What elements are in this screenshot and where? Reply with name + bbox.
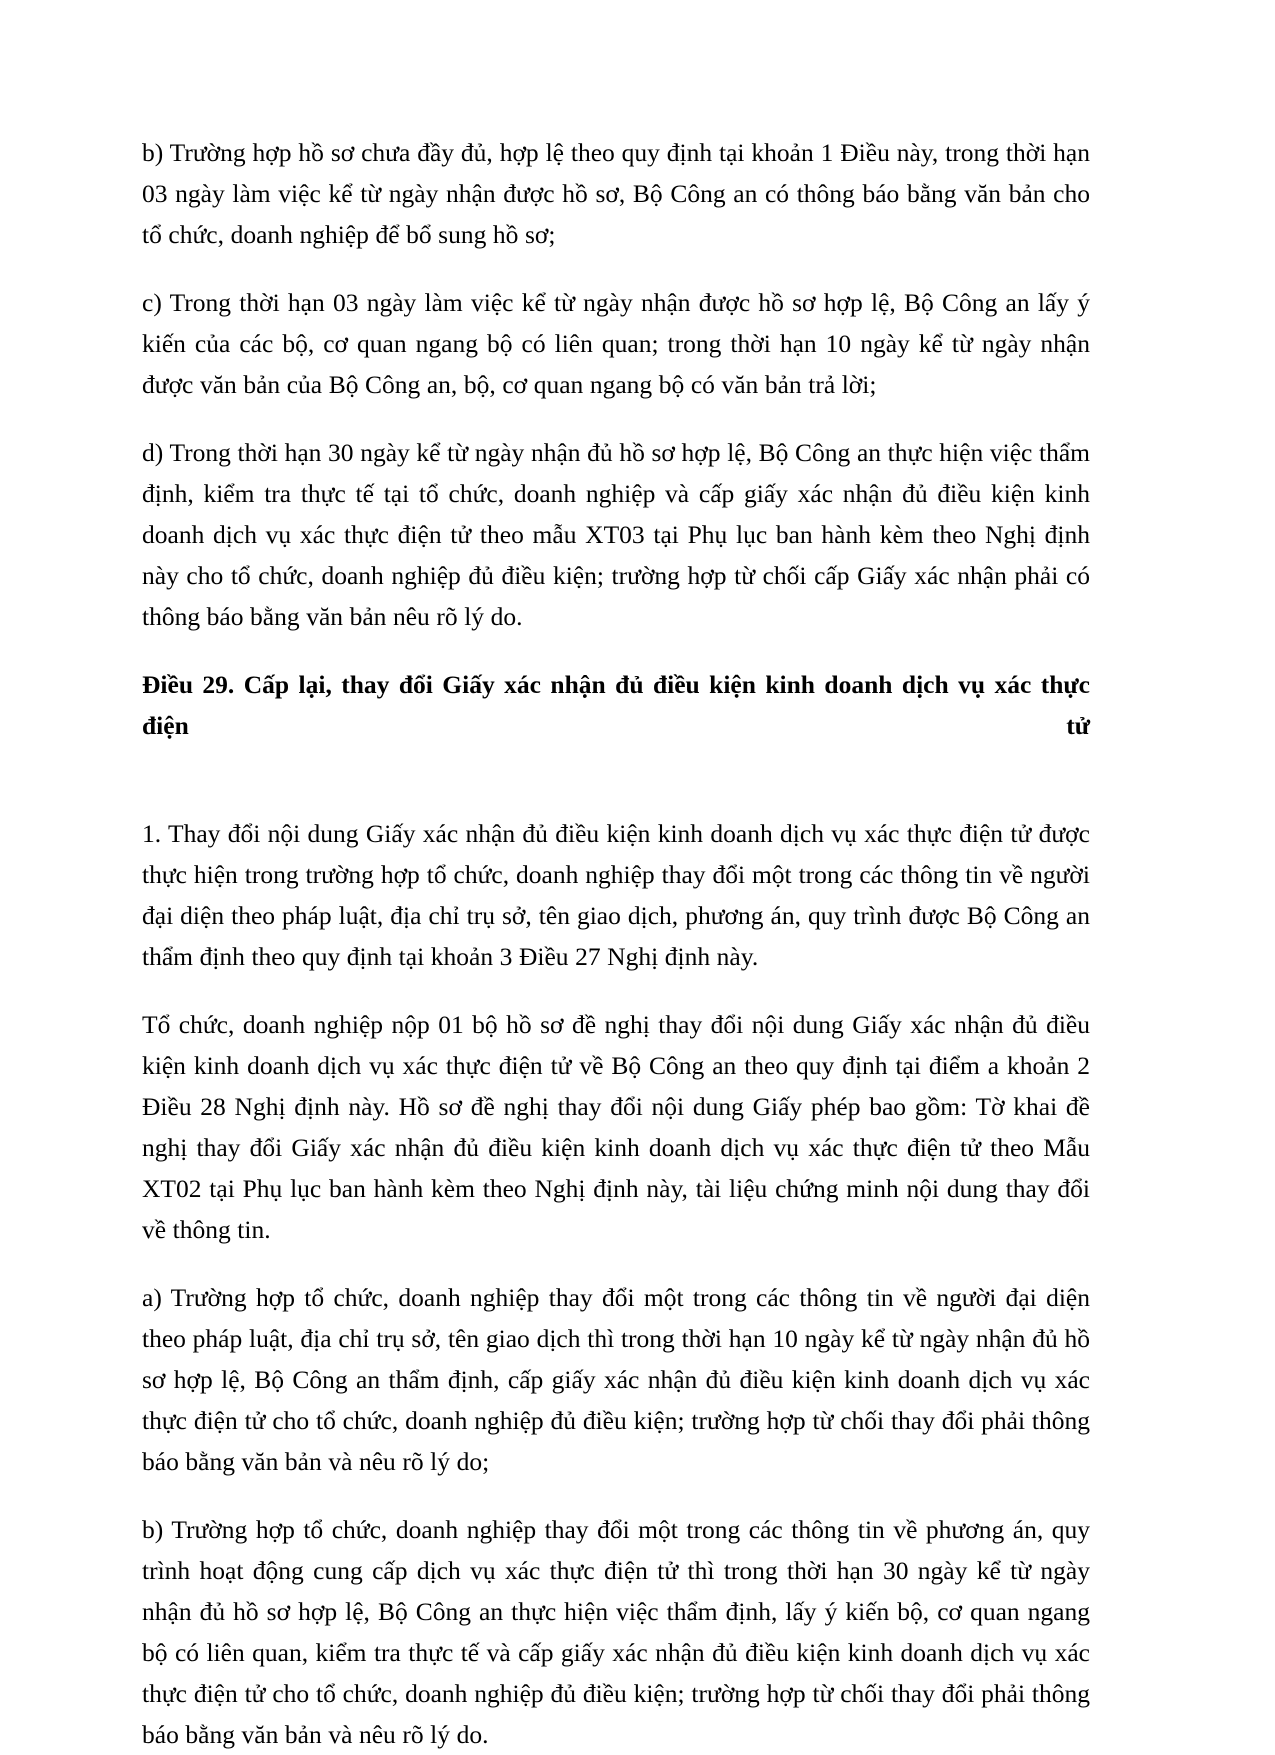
paragraph-b-khoan-1: b) Trường hợp hồ sơ chưa đầy đủ, hợp lệ theo quy định tại khoản 1 Điều này, trong thời hạn 03 ngày làm việc kể từ ngày nhận được hồ sơ, Bộ Công an có thông báo bằng văn bản cho tổ chức, doanh nghiệp để bổ sung hồ sơ; [142,138,1090,249]
paragraph-b-khoan-2: b) Trường hợp tổ chức, doanh nghiệp thay đổi một trong các thông tin về phương án, quy trình hoạt động cung cấp dịch vụ xác thực điện tử thì trong thời hạn 30 ngày kể từ ngày nhận đủ hồ sơ hợp lệ, Bộ Công an thực hiện việc thẩm định, lấy ý kiến bộ, cơ quan ngang bộ có liên quan, kiểm tra thực tế và cấp giấy xác nhận đủ điều kiện kinh doanh dịch vụ xác thực điện tử cho tổ chức, doanh nghiệp đủ điều kiện; trường hợp từ chối thay đổi phải thông báo bằng văn bản và nêu rõ lý do. [142,1515,1090,1749]
document-text-body [142,132,1090,1755]
paragraph-d-khoan-1: d) Trong thời hạn 30 ngày kể từ ngày nhận đủ hồ sơ hợp lệ, Bộ Công an thực hiện việc thẩm định, kiểm tra thực tế tại tổ chức, doanh nghiệp và cấp giấy xác nhận đủ điều kiện kinh doanh dịch vụ xác thực điện tử theo mẫu XT03 tại Phụ lục ban hành kèm theo Nghị định này cho tổ chức, doanh nghiệp đủ điều kiện; trường hợp từ chối cấp Giấy xác nhận phải có thông báo bằng văn bản nêu rõ lý do. [142,438,1090,631]
paragraph-ho-so-de-nghi: Tổ chức, doanh nghiệp nộp 01 bộ hồ sơ đề nghị thay đổi nội dung Giấy xác nhận đủ điều kiện kinh doanh dịch vụ xác thực điện tử về Bộ Công an theo quy định tại điểm a khoản 2 Điều 28 Nghị định này. Hồ sơ đề nghị thay đổi nội dung Giấy phép bao gồm: Tờ khai đề nghị thay đổi Giấy xác nhận đủ điều kiện kinh doanh dịch vụ xác thực điện tử theo Mẫu XT02 tại Phụ lục ban hành kèm theo Nghị định này, tài liệu chứng minh nội dung thay đổi về thông tin. [142,1010,1090,1244]
paragraph-a-khoan-2: a) Trường hợp tổ chức, doanh nghiệp thay đổi một trong các thông tin về người đại diện theo pháp luật, địa chỉ trụ sở, tên giao dịch thì trong thời hạn 10 ngày kể từ ngày nhận đủ hồ sơ hợp lệ, Bộ Công an thẩm định, cấp giấy xác nhận đủ điều kiện kinh doanh dịch vụ xác thực điện tử cho tổ chức, doanh nghiệp đủ điều kiện; trường hợp từ chối thay đổi phải thông báo bằng văn bản và nêu rõ lý do; [142,1283,1090,1476]
paragraph-khoan-1: 1. Thay đổi nội dung Giấy xác nhận đủ điều kiện kinh doanh dịch vụ xác thực điện tử được thực hiện trong trường hợp tổ chức, doanh nghiệp thay đổi một trong các thông tin về người đại diện theo pháp luật, địa chỉ trụ sở, tên giao dịch, phương án, quy trình được Bộ Công an thẩm định theo quy định tại khoản 3 Điều 27 Nghị định này. [142,819,1090,971]
paragraph-c-khoan-1: c) Trong thời hạn 03 ngày làm việc kể từ ngày nhận được hồ sơ hợp lệ, Bộ Công an lấy ý kiến của các bộ, cơ quan ngang bộ có liên quan; trong thời hạn 10 ngày kể từ ngày nhận được văn bản của Bộ Công an, bộ, cơ quan ngang bộ có văn bản trả lời; [142,288,1090,399]
section-heading-dieu-29: Điều 29. Cấp lại, thay đổi Giấy xác nhận đủ điều kiện kinh doanh dịch vụ xác thực điện tử [142,670,1090,740]
